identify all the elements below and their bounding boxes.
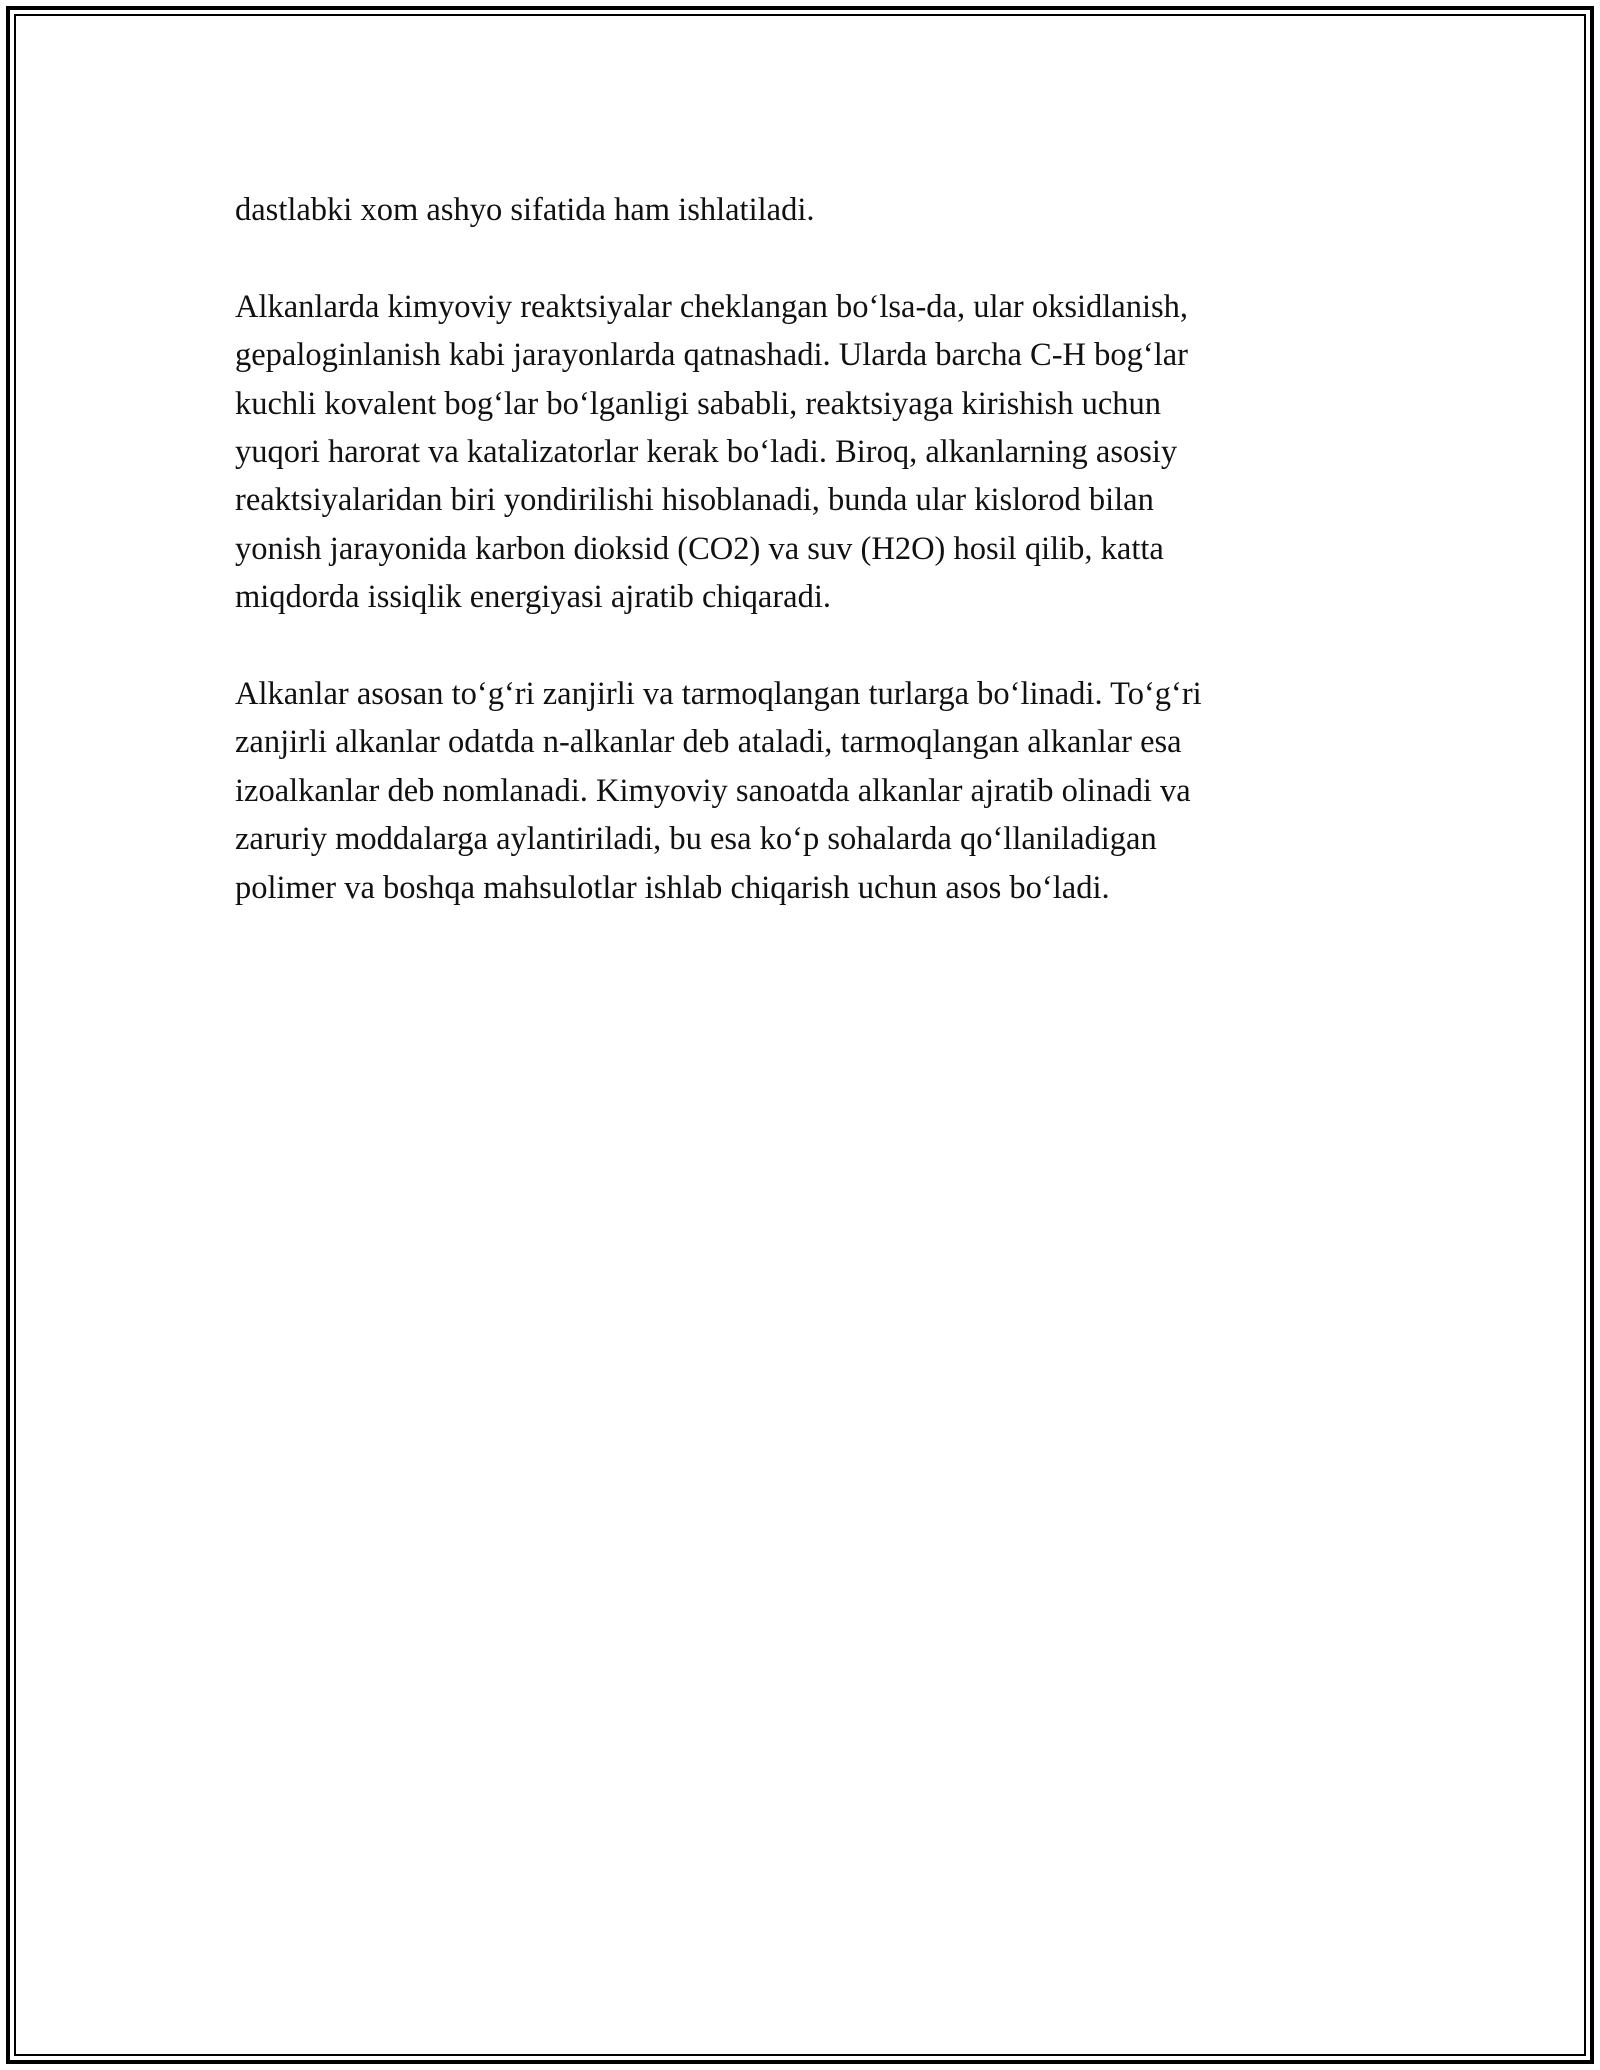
paragraph-1: dastlabki xom ashyo sifatida ham ishlatiladi. bbox=[235, 192, 815, 228]
paragraph-2: Alkanlarda kimyoviy reaktsiyalar cheklangan bo‘lsa-da, ular oksidlanish, gepaloginlanish kabi jarayonlarda qatnashadi. Ularda barcha C-H bog‘lar kuchli kovalent bog‘lar bo‘lganligi sababli, reaktsiyaga kirishish uchun yuqori harorat va katalizatorlar kerak bo‘ladi. Biroq, alkanlarning asosiy reaktsiyalaridan biri yondirilishi hisoblanadi, bunda ular kislorod bilan yonish jarayonida karbon dioksid (CO2) va suv (H2O) hosil qilib, katta miqdorda issiqlik energiyasi ajratib chiqaradi. bbox=[235, 288, 1189, 616]
paragraph-3: Alkanlar asosan to‘g‘ri zanjirli va tarmoqlangan turlarga bo‘linadi. To‘g‘ri zanjirli alkanlar odatda n-alkanlar deb ataladi, tarmoqlangan alkanlar esa izoalkanlar deb nomlanadi. Kimyoviy sanoatda alkanlar ajratib olinadi va zaruriy moddalarga aylantiriladi, bu esa ko‘p sohalarda qo‘llaniladigan polimer va boshqa mahsulotlar ishlab chiqarish uchun asos bo‘ladi. bbox=[235, 676, 1202, 906]
document-body bbox=[235, 186, 1395, 960]
